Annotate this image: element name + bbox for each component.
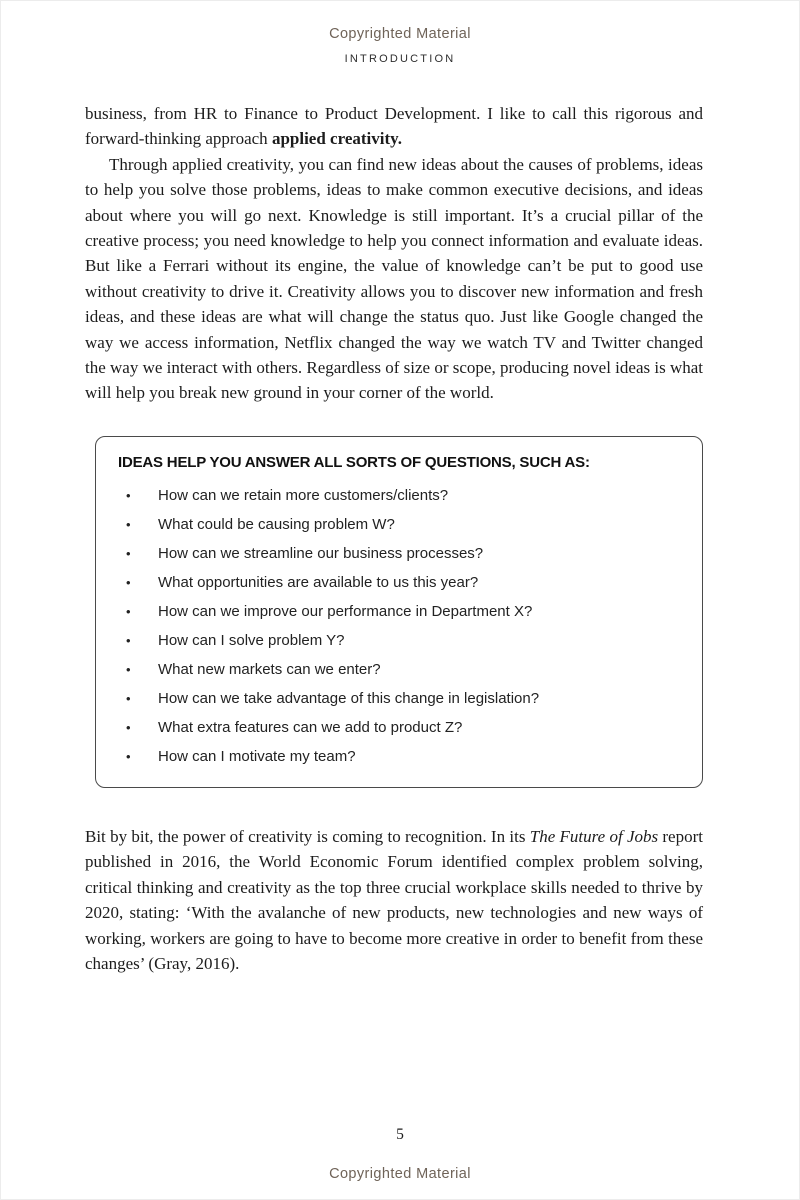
bullet-icon: •: [126, 487, 131, 503]
paragraph: [85, 824, 703, 976]
bullet-icon: •: [126, 603, 131, 619]
callout-item-text: What extra features can we add to product Z?: [158, 718, 463, 736]
callout-item-text: What new markets can we enter?: [158, 660, 381, 678]
bullet-icon: •: [126, 545, 131, 561]
chapter-running-head: INTRODUCTION: [344, 53, 456, 65]
page-number: 5: [396, 1126, 404, 1143]
copyright-notice-top: Copyrighted Material: [329, 26, 471, 42]
bullet-icon: •: [126, 661, 131, 677]
callout-item-text: How can I solve problem Y?: [158, 631, 345, 649]
bullet-icon: •: [126, 632, 131, 648]
paragraph: [85, 152, 703, 406]
paragraph-segment: report published in 2016, the World Economic Forum identified complex problem solving, critical thinking and creativity as the top three crucial workplace skills needed to thrive by 2020, stating: ‘With the avalanche of new products, new technologies and new ways of working, workers are going to have to become more creative in order to benefit from these changes’ (Gray, 2016).: [85, 826, 703, 973]
callout-list-item: [118, 713, 682, 742]
callout-item-text: What could be causing problem W?: [158, 515, 395, 533]
callout-item-text: How can we improve our performance in Department X?: [158, 602, 533, 620]
callout-list-item: [118, 481, 682, 510]
page-content: [85, 101, 703, 976]
bullet-icon: •: [126, 748, 131, 764]
bullet-icon: •: [126, 516, 131, 532]
paragraph-segment: Through applied creativity, you can find new ideas about the causes of problems, ideas to help you solve those problems, ideas to make common executive decisions, and ideas about where you will go next. Knowledge is still important. It’s a crucial pillar of the creative process; you need knowledge to help you connect information and evaluate ideas. But like a Ferrari without its engine, the value of knowledge can’t be put to good use without creativity to drive it. Creativity allows you to discover new information and fresh ideas, and these ideas are what will change the status quo. Just like Google changed the way we access information, Netflix changed the way we watch TV and Twitter changed the way we interact with others. Regardless of size or scope, producing novel ideas is what will help you break new ground in your corner of the world.: [85, 154, 703, 403]
copyright-notice-bottom: Copyrighted Material: [329, 1166, 471, 1182]
callout-item-text: How can we take advantage of this change in legislation?: [158, 689, 540, 707]
paragraph-segment: Bit by bit, the power of creativity is coming to recognition. In its: [85, 826, 530, 846]
bullet-icon: •: [126, 574, 131, 590]
callout-item-text: How can we retain more customers/clients?: [158, 486, 449, 504]
body-paragraphs-top: [85, 101, 703, 406]
paragraph-segment: The Future of Jobs: [529, 826, 659, 846]
callout-list-item: [118, 742, 682, 771]
ideas-callout-box: [95, 436, 703, 788]
callout-item-text: How can I motivate my team?: [158, 747, 356, 765]
callout-list-item: [118, 568, 682, 597]
callout-list-item: [118, 655, 682, 684]
callout-list-item: [118, 597, 682, 626]
callout-list-item: [118, 539, 682, 568]
callout-list: [118, 481, 682, 771]
callout-list-item: [118, 626, 682, 655]
bullet-icon: •: [126, 719, 131, 735]
callout-list-item: [118, 684, 682, 713]
callout-item-text: How can we streamline our business processes?: [158, 544, 484, 562]
body-paragraphs-bottom: [85, 824, 703, 976]
bullet-icon: •: [126, 690, 131, 706]
callout-list-item: [118, 510, 682, 539]
callout-title: IDEAS HELP YOU ANSWER ALL SORTS OF QUESTIONS, SUCH AS:: [118, 453, 590, 471]
paragraph: [85, 101, 703, 152]
paragraph-segment: business, from HR to Finance to Product Development. I like to call this rigorous and forward-thinking approach: [85, 104, 703, 149]
callout-item-text: What opportunities are available to us this year?: [158, 573, 479, 591]
paragraph-segment: applied creativity.: [271, 129, 402, 149]
